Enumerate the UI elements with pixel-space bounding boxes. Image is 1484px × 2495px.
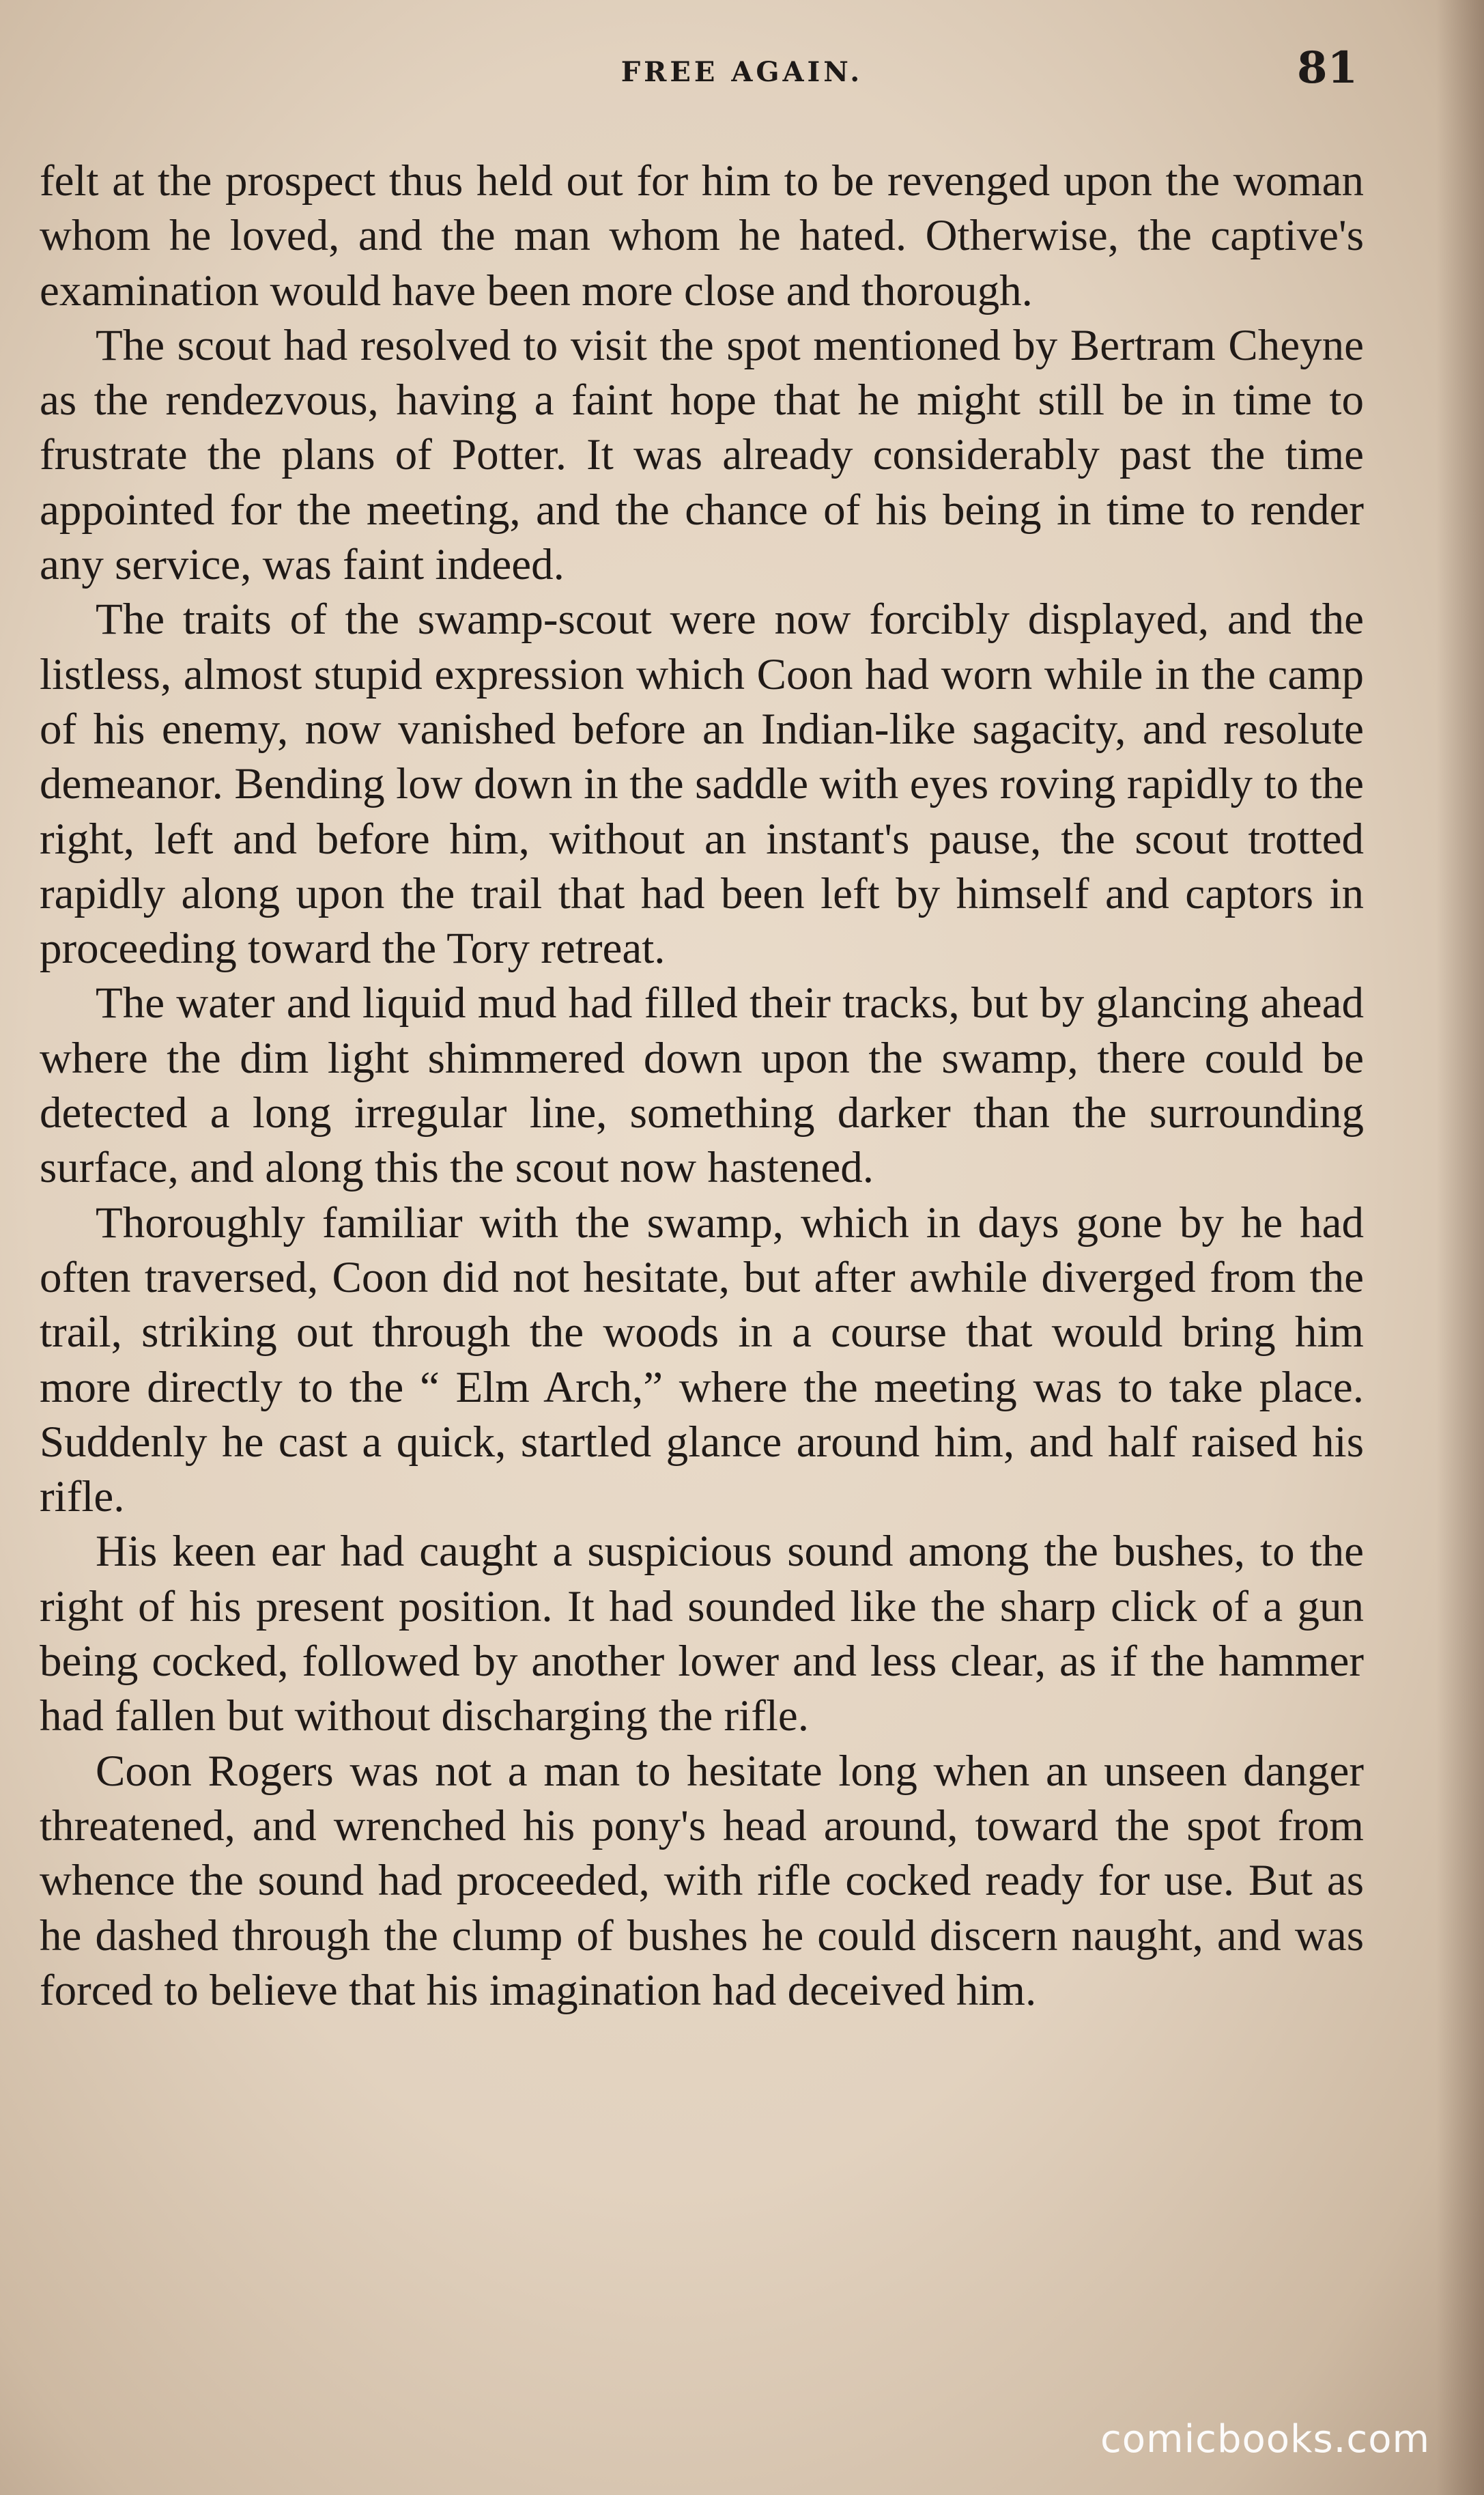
paragraph-7: Coon Rogers was not a man to hesitate long when an unseen danger threatened, and wrenched his pony's head around, toward the spot from whence the sound had proceeded, with rifle cocked ready for use. But as he dashed through the clump of bushes he could discern naught, and was forced to believe that his imagination had deceived him. [40,1746,1364,2015]
paragraph-4: The water and liquid mud had filled their tracks, but by glancing ahead where the dim light shimmered down upon the swamp, there could be detected a long irregular line, something darker than the surrounding surface, and along this the scout now hastened. [40,978,1364,1193]
body-text [40,154,1364,2018]
paragraph-2: The scout had resolved to visit the spot mentioned by Bertram Cheyne as the rendezvous, having a faint hope that he might still be in time to frustrate the plans of Potter. It was already considerably past the time appointed for the meeting, and the chance of his being in time to render any service, was faint indeed. [40,320,1364,590]
paragraph-6: His keen ear had caught a suspicious sound among the bushes, to the right of his present position. It had sounded like the sharp click of a gun being cocked, followed by another lower and less clear, as if the hammer had fallen but without discharging the rifle. [40,1527,1364,1741]
page-number: 81 [1297,42,1358,94]
running-head: FREE AGAIN. [620,56,864,88]
watermark-text: comicbooks.com [1100,2417,1431,2462]
paragraph-1: felt at the prospect thus held out for him to be revenged upon the woman whom he loved, and the man whom he hated. Otherwise, the captive's examination would have been more close and thorough. [40,156,1364,315]
paragraph-5: Thoroughly familiar with the swamp, which in days gone by he had often traversed, Coon did not hesitate, but after awhile diverged from the trail, striking out through the woods in a course that would bring him more directly to the “ Elm Arch,” where the meeting was to take place. Suddenly he cast a quick, startled glance around him, and half raised his rifle. [40,1198,1364,1522]
paragraph-3: The traits of the swamp-scout were now forcibly displayed, and the listless, almost stupid expression which Coon had worn while in the camp of his enemy, now vanished before an Indian-like sagacity, and resolute demeanor. Bending low down in the saddle with eyes roving rapidly to the right, left and before him, without an instant's pause, the scout trotted rapidly along upon the trail that had been left by himself and captors in proceeding toward the Tory retreat. [40,595,1364,974]
